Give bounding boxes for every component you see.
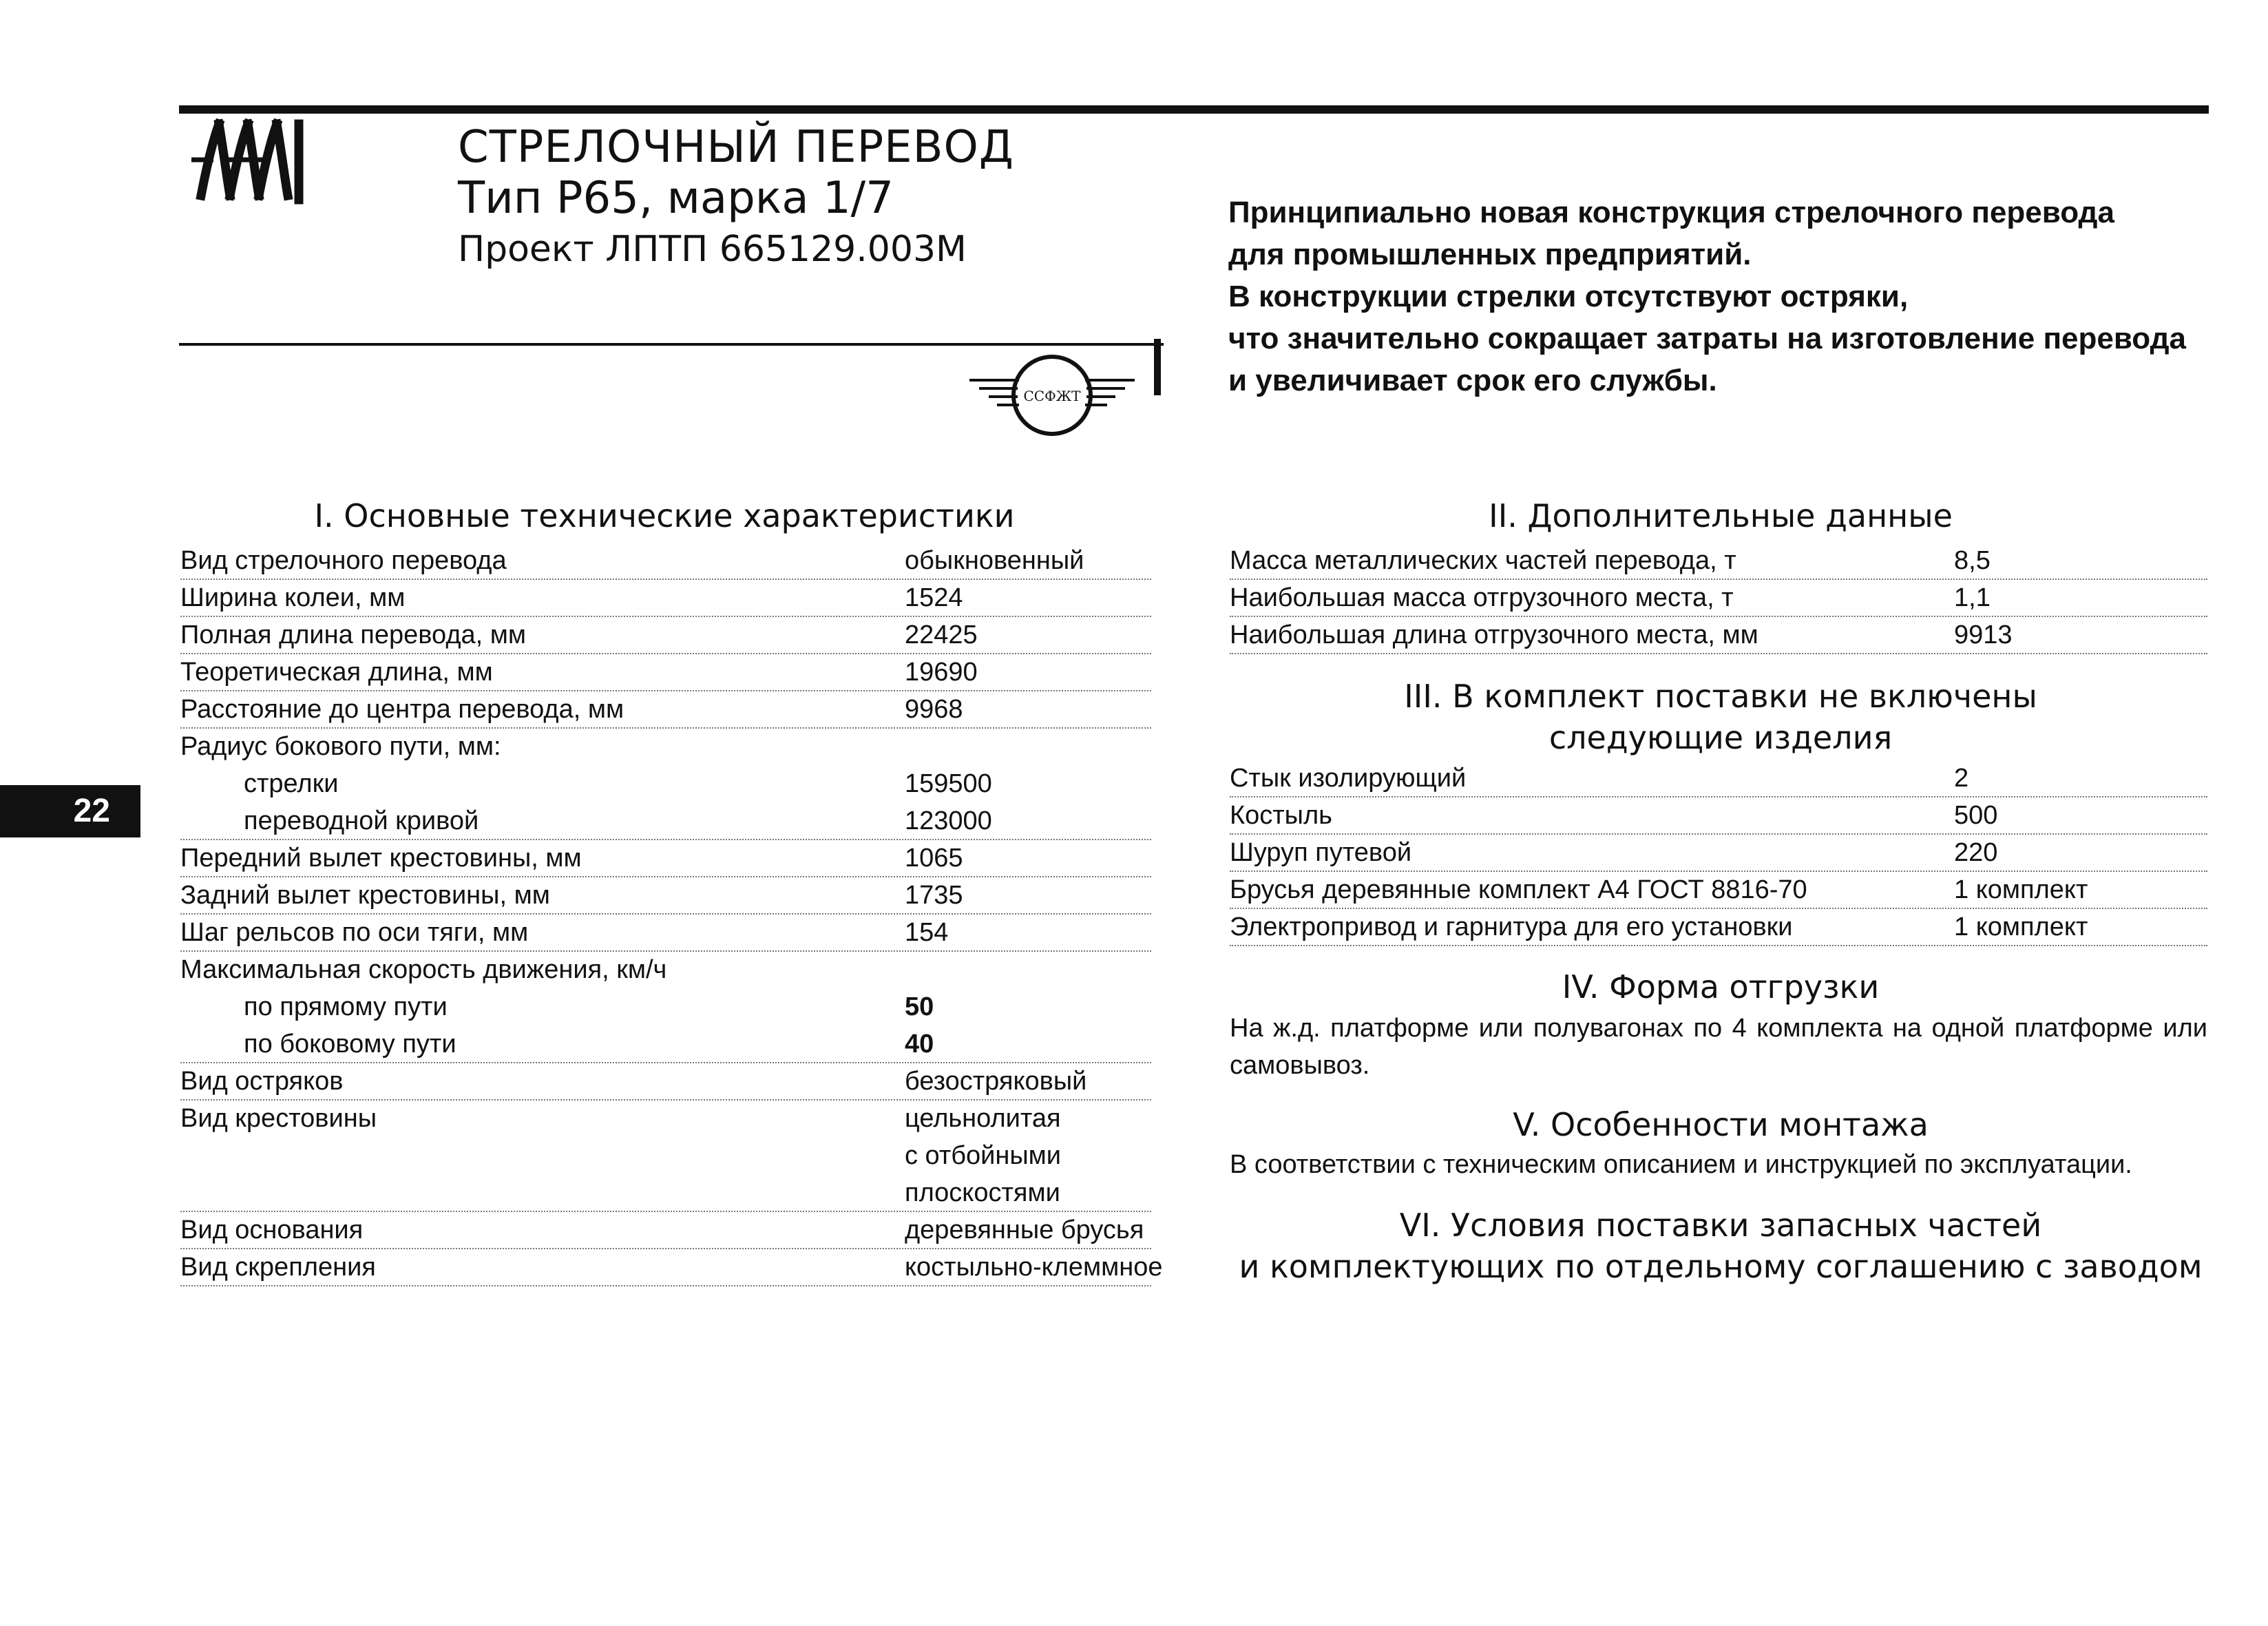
row-value: обыкновенный: [905, 546, 1084, 575]
table-row: [180, 1174, 1151, 1212]
row-value: безостряковый: [905, 1067, 1087, 1096]
row-label: Электропривод и гарнитура для его установки: [1230, 913, 1793, 941]
row-value: 500: [1954, 801, 1998, 830]
intro-line: В конструкции стрелки отсутствуют остряки,: [1228, 280, 1909, 313]
table-row: [180, 727, 1151, 764]
table-row: [180, 913, 1151, 952]
row-label: Теоретическая длина, мм: [180, 658, 493, 687]
row-label: Костыль: [1230, 801, 1332, 830]
row-value: 1 комплект: [1954, 913, 2088, 941]
row-value: с отбойными: [905, 1141, 1062, 1170]
row-label: стрелки: [244, 769, 339, 798]
row-label: Вид крестовины: [180, 1104, 377, 1133]
ssfzht-emblem-icon: [969, 350, 1135, 441]
row-label: Максимальная скорость движения, км/ч: [180, 955, 667, 984]
row-value: деревянные брусья: [905, 1216, 1144, 1244]
row-value: 1 комплект: [1954, 875, 2088, 904]
row-value: 8,5: [1954, 546, 1991, 575]
table-row: [1230, 871, 2207, 909]
row-value: 1735: [905, 881, 963, 910]
table-row: [1230, 616, 2207, 654]
row-label: Вид скрепления: [180, 1253, 376, 1282]
table-row: [180, 988, 1151, 1025]
row-label: Стык изолирующий: [1230, 764, 1467, 793]
row-label: Масса металлических частей перевода, т: [1230, 546, 1736, 575]
section-4-title: IV. Форма отгрузки: [1562, 968, 1880, 1005]
document-type: Тип Р65, марка 1/7: [458, 173, 894, 224]
table-row: [1230, 579, 2207, 617]
table-row: [180, 802, 1151, 840]
intro-line: и увеличивает срок его службы.: [1228, 364, 1717, 397]
table-row: [180, 541, 1151, 580]
intro-line: что значительно сокращает затраты на изготовление перевода: [1228, 322, 2187, 355]
table-row: [180, 764, 1151, 802]
section-5-title: V. Особенности монтажа: [1513, 1106, 1929, 1143]
row-label: Расстояние до центра перевода, мм: [180, 695, 624, 724]
table-row: [180, 1136, 1151, 1174]
row-value: 40: [905, 1030, 934, 1059]
row-label: Шаг рельсов по оси тяги, мм: [180, 918, 529, 947]
section-3-title: III. В комплект поставки не включены: [1404, 678, 2037, 715]
row-value: цельнолитая: [905, 1104, 1061, 1133]
table-row: [180, 1099, 1151, 1136]
row-value: 9968: [905, 695, 963, 724]
header-mid-rule: [179, 343, 1164, 346]
row-label: переводной кривой: [244, 806, 479, 835]
page-number: 22: [73, 793, 110, 829]
row-label: по прямому пути: [244, 992, 448, 1021]
row-label: Полная длина перевода, мм: [180, 621, 526, 649]
row-label: Вид основания: [180, 1216, 364, 1244]
row-value: 123000: [905, 806, 992, 835]
row-label: Брусья деревянные комплект А4 ГОСТ 8816-70: [1230, 875, 1807, 904]
emblem-label: ССФЖТ: [1023, 388, 1081, 404]
row-label: Шуруп путевой: [1230, 838, 1412, 867]
intro-line: для промышленных предприятий.: [1228, 238, 1752, 271]
row-label: Передний вылет крестовины, мм: [180, 844, 582, 873]
row-value: 1065: [905, 844, 963, 873]
row-value: 19690: [905, 658, 978, 687]
row-value: 22425: [905, 621, 978, 649]
row-label: Ширина колеи, мм: [180, 583, 406, 612]
header-top-rule: [179, 105, 2209, 114]
row-value: костыльно-клеммное: [905, 1253, 1163, 1282]
section-4-text: На ж.д. платформе или полувагонах по 4 комплекта на одной платформе или самовывоз.: [1230, 1014, 2207, 1080]
table-row: [180, 1062, 1151, 1101]
row-value: 1,1: [1954, 583, 1991, 612]
company-logo-icon: [186, 118, 310, 208]
table-row: [1230, 833, 2207, 872]
row-label: Задний вылет крестовины, мм: [180, 881, 550, 910]
table-row: [180, 579, 1151, 617]
row-value: 159500: [905, 769, 992, 798]
section-6-subtitle: и комплектующих по отдельному соглашению с заводом: [1239, 1248, 2203, 1285]
row-label: Вид стрелочного перевода: [180, 546, 507, 575]
row-value: 154: [905, 918, 949, 947]
header-mid-tick: [1154, 339, 1161, 395]
table-row: [180, 1211, 1151, 1249]
project-number: Проект ЛПТП 665129.003М: [458, 229, 967, 270]
section-3-subtitle: следующие изделия: [1548, 719, 1893, 756]
section-1-title: I. Основные технические характеристики: [314, 497, 1015, 534]
row-label: Радиус бокового пути, мм:: [180, 732, 501, 761]
section-2-title: II. Дополнительные данные: [1489, 497, 1953, 534]
row-label: Наибольшая длина отгрузочного места, мм: [1230, 621, 1758, 649]
table-row: [180, 1248, 1163, 1286]
section-5-text: В соответствии с техническим описанием и инструкцией по эксплуатации.: [1230, 1150, 2132, 1179]
row-value: 50: [905, 992, 934, 1021]
table-row: [180, 876, 1151, 915]
row-value: 2: [1954, 764, 1969, 793]
intro-text: [1228, 191, 2186, 402]
intro-line: Принципиально новая конструкция стрелочного перевода: [1228, 196, 2114, 229]
page-number-tab: [0, 785, 140, 837]
table-row: [180, 839, 1151, 877]
document-title: СТРЕЛОЧНЫЙ ПЕРЕВОД: [458, 122, 1014, 173]
table-row: [1230, 796, 2207, 835]
row-value: плоскостями: [905, 1178, 1060, 1207]
row-value: 1524: [905, 583, 963, 612]
row-label: Вид остряков: [180, 1067, 344, 1096]
table-row: [180, 690, 1151, 729]
title-block: [458, 123, 1014, 274]
table-row: [180, 616, 1151, 654]
table-row: [1230, 759, 2207, 798]
table-row: [180, 653, 1151, 691]
row-value: 9913: [1954, 621, 2013, 649]
table-row: [1230, 908, 2207, 946]
row-label: по боковому пути: [244, 1030, 456, 1059]
row-label: Наибольшая масса отгрузочного места, т: [1230, 583, 1734, 612]
row-value: 220: [1954, 838, 1998, 867]
table-row: [180, 950, 1151, 988]
table-row: [1230, 541, 2207, 580]
section-6-title: VI. Условия поставки запасных частей: [1399, 1207, 2042, 1244]
table-row: [180, 1025, 1151, 1063]
